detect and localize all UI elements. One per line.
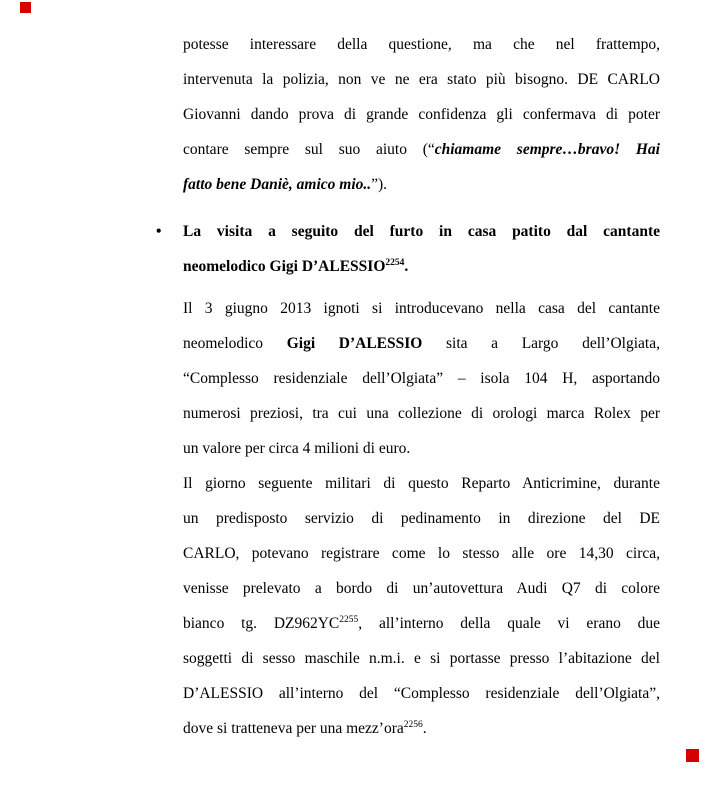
paragraph-intro bbox=[183, 27, 660, 202]
text-run: dove si tratteneva per una mezz’ora bbox=[183, 720, 404, 737]
text-line bbox=[183, 326, 660, 361]
text-run: . bbox=[422, 720, 427, 737]
text-run: Giovanni dando prova di grande confidenza gli confermava di poter bbox=[183, 106, 660, 123]
footnote-reference: 2256 bbox=[403, 719, 423, 730]
text-run: venisse prelevato a bordo di un’autovettura Audi Q7 di colore bbox=[183, 580, 660, 597]
text-line bbox=[183, 606, 660, 641]
text-line bbox=[183, 641, 660, 676]
text-line bbox=[183, 676, 660, 711]
text-run: contare sempre sul suo aiuto (“ bbox=[183, 141, 435, 158]
text-run: Il 3 giugno 2013 ignoti si introducevano nella casa del cantante bbox=[183, 300, 660, 317]
text-run: CARLO, potevano registrare come lo stesso alle ore 14,30 circa, bbox=[183, 545, 660, 562]
text-run: La visita a seguito del furto in casa patito dal cantante bbox=[183, 223, 660, 240]
text-run: potesse interessare della questione, ma che nel frattempo, bbox=[183, 36, 660, 53]
text-run: un predisposto servizio di pedinamento in direzione del DE bbox=[183, 510, 660, 527]
text-run: “Complesso residenziale dell’Olgiata” – isola 104 H, asportando bbox=[183, 370, 660, 387]
red-annotation-marker-top-left bbox=[20, 2, 31, 13]
text-run: chiamame sempre…bravo! Hai bbox=[434, 141, 660, 158]
text-run: neomelodico Gigi D’ALESSIO bbox=[183, 258, 386, 275]
text-run: intervenuta la polizia, non ve ne era stato più bisogno. DE CARLO bbox=[183, 71, 660, 88]
text-line bbox=[183, 27, 660, 62]
paragraph-surveillance bbox=[183, 466, 660, 746]
text-run: fatto bene Daniè, amico mio.. bbox=[183, 176, 372, 193]
bullet-icon: • bbox=[156, 223, 162, 240]
text-run: Il giorno seguente militari di questo Reparto Anticrimine, durante bbox=[183, 475, 660, 492]
footnote-reference: 2254 bbox=[385, 257, 405, 268]
text-line bbox=[183, 711, 660, 746]
text-line bbox=[183, 571, 660, 606]
text-run: sita a Largo dell’Olgiata, bbox=[422, 335, 660, 352]
text-line bbox=[183, 167, 660, 202]
text-run: , all’interno della quale vi erano due bbox=[358, 615, 660, 632]
text-run: numerosi preziosi, tra cui una collezione di orologi marca Rolex per bbox=[183, 405, 660, 422]
text-run: un valore per circa 4 milioni di euro. bbox=[183, 440, 411, 457]
red-annotation-marker-bottom-right bbox=[686, 749, 699, 762]
text-run: Gigi D’ALESSIO bbox=[286, 335, 423, 352]
text-line bbox=[183, 214, 660, 249]
text-run: . bbox=[404, 258, 409, 275]
text-line bbox=[183, 291, 660, 326]
text-line bbox=[183, 396, 660, 431]
text-run: soggetti di sesso maschile n.m.i. e si portasse presso l’abitazione del bbox=[183, 650, 660, 667]
text-line bbox=[183, 536, 660, 571]
text-run: bianco tg. DZ962YC bbox=[183, 615, 340, 632]
text-column bbox=[156, 27, 660, 746]
paragraph-burglary bbox=[183, 291, 660, 466]
bullet-list-item bbox=[156, 214, 660, 284]
text-line bbox=[183, 431, 660, 466]
text-line bbox=[183, 62, 660, 97]
text-line bbox=[183, 97, 660, 132]
text-line bbox=[183, 466, 660, 501]
footnote-reference: 2255 bbox=[339, 614, 359, 625]
text-line bbox=[183, 501, 660, 536]
text-line bbox=[183, 132, 660, 167]
text-run: neomelodico bbox=[183, 335, 287, 352]
text-line bbox=[183, 361, 660, 396]
bullet-heading-text bbox=[183, 214, 660, 284]
text-line bbox=[183, 249, 660, 284]
text-run: D’ALESSIO all’interno del “Complesso residenziale dell’Olgiata”, bbox=[183, 685, 660, 702]
text-run: ”). bbox=[371, 176, 388, 193]
